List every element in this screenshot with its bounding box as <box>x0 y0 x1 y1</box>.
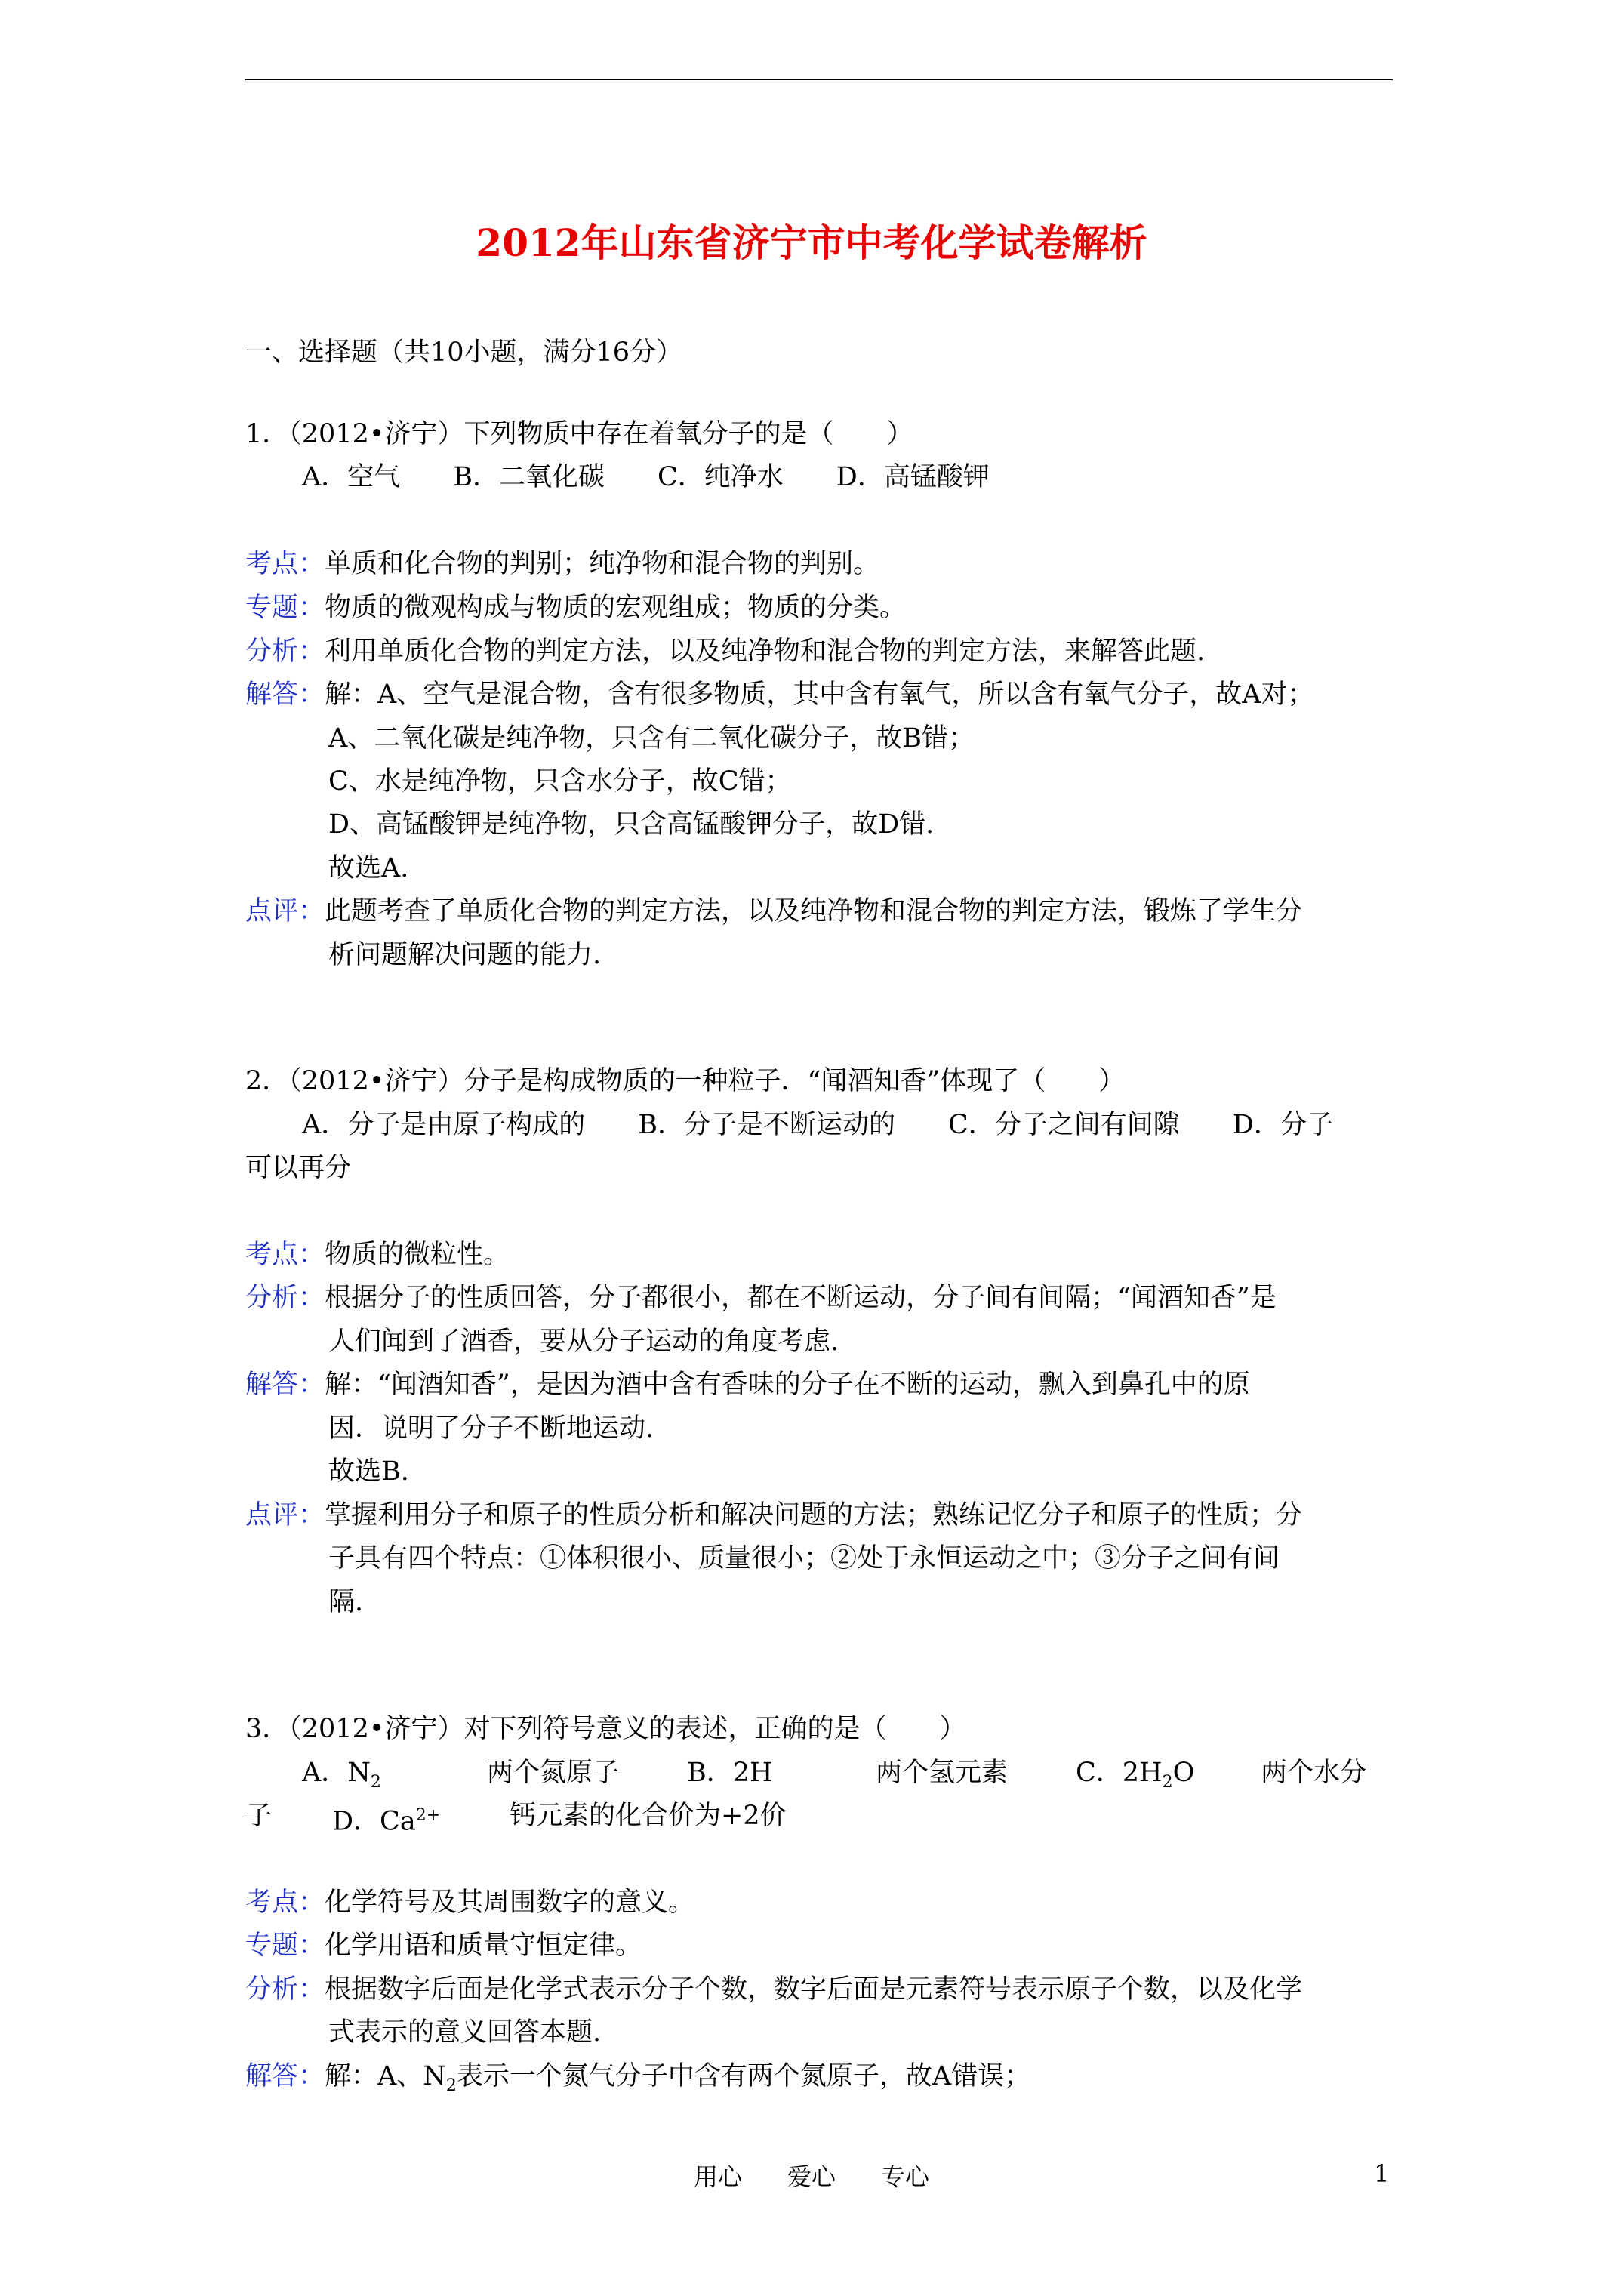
q3-option-a-text: 两个氮原子 <box>487 1758 620 1788</box>
q3-stem: 3．（2012•济宁）对下列符号意义的表述，正确的是（ ） <box>245 1714 966 1744</box>
q3-option-d-text: 钙元素的化合价为+2价 <box>510 1801 787 1831</box>
q3-option-b-text: 两个氢元素 <box>876 1758 1009 1788</box>
q1-jieda-line: 故选A. <box>328 853 409 883</box>
footer-word: 爱心 <box>787 2162 836 2191</box>
label-fenxi: 分析： <box>245 1283 325 1313</box>
q3-option-c-symbol: C．2H <box>1076 1758 1163 1788</box>
q1-jieda-line: C、水是纯净物，只含水分子，故C错； <box>328 766 792 797</box>
q2-jieda-line: 解：“闻酒知香”，是因为酒中含有香味的分子在不断的运动，飘入到鼻孔中的原 <box>325 1370 1250 1400</box>
q3-jieda <box>245 2060 1030 2103</box>
q1-jieda-line: D、高锰酸钾是纯净物，只含高锰酸钾分子，故D错. <box>328 809 935 840</box>
q1-stem: 1．（2012•济宁）下列物质中存在着氧分子的是（ ） <box>245 419 913 449</box>
footer-word: 用心 <box>693 2162 742 2191</box>
q3-zhuanti <box>245 1929 642 1962</box>
q1-zhuanti-text: 物质的微观构成与物质的宏观组成；物质的分类。 <box>325 593 907 623</box>
q3-zhuanti-text: 化学用语和质量守恒定律。 <box>325 1931 642 1961</box>
q3-option-c-tail: 子 <box>245 1801 273 1831</box>
q3-fenxi-line: 式表示的意义回答本题. <box>328 2017 602 2048</box>
q3-option-c-subscript: 2 <box>1162 1773 1173 1792</box>
q1-jieda-line: 解：A、空气是混合物，含有很多物质，其中含有氧气，所以含有氧气分子，故A对； <box>325 680 1314 710</box>
label-fenxi: 分析： <box>245 636 325 667</box>
label-jieda: 解答： <box>245 1370 325 1400</box>
q1-dianping <box>245 895 1302 928</box>
q3-option-d-symbol: D．Ca <box>332 1806 416 1837</box>
q1-fenxi-text: 利用单质化合物的判定方法，以及纯净物和混合物的判定方法，来解答此题. <box>325 636 1206 667</box>
q2-dianping <box>245 1499 1302 1532</box>
q1-dianping-line: 此题考查了单质化合物的判定方法，以及纯净物和混合物的判定方法，锻炼了学生分 <box>325 896 1303 926</box>
q3-option-c-symbol-end: O <box>1172 1758 1195 1788</box>
footer-word: 专心 <box>881 2162 930 2191</box>
label-dianping: 点评： <box>245 896 325 926</box>
label-kaodian: 考点： <box>245 1240 325 1270</box>
section-heading: 一、选择题（共10小题，满分16分） <box>245 337 683 368</box>
q2-kaodian-text: 物质的微粒性。 <box>325 1240 510 1270</box>
label-dianping: 点评： <box>245 1500 325 1530</box>
q3-option-b: B．2H <box>687 1758 773 1788</box>
q2-fenxi-line: 人们闻到了酒香，要从分子运动的角度考虑. <box>328 1327 839 1357</box>
q2-jieda-line: 因．说明了分子不断地运动. <box>328 1413 654 1444</box>
label-jieda: 解答： <box>245 2061 325 2091</box>
q1-jieda-line: A、二氧化碳是纯净物，只含有二氧化碳分子，故B错； <box>328 723 975 754</box>
q2-fenxi-line: 根据分子的性质回答，分子都很小，都在不断运动，分子间有间隔；“闻酒知香”是 <box>325 1283 1277 1313</box>
q3-option-d-superscript: 2+ <box>415 1806 441 1825</box>
q2-stem: 2．（2012•济宁）分子是构成物质的一种粒子．“闻酒知香”体现了（ ） <box>245 1066 1126 1096</box>
label-jieda: 解答： <box>245 680 325 710</box>
q2-jieda <box>245 1368 1250 1401</box>
q3-fenxi-line: 根据数字后面是化学式表示分子个数，数字后面是元素符号表示原子个数，以及化学 <box>325 1974 1303 2005</box>
page-number: 1 <box>1374 2159 1390 2188</box>
q3-jieda-subscript: 2 <box>445 2076 457 2095</box>
q2-dianping-line: 隔. <box>328 1587 364 1617</box>
header-rule <box>245 79 1393 80</box>
q1-kaodian <box>245 547 879 581</box>
q1-zhuanti <box>245 591 906 624</box>
q1-fenxi <box>245 635 1205 668</box>
q2-jieda-line: 故选B. <box>328 1456 409 1487</box>
document-title: 2012年山东省济宁市中考化学试卷解析 <box>476 220 1147 265</box>
q3-jieda-text: 解：A、N <box>325 2061 446 2091</box>
q2-fenxi <box>245 1281 1277 1314</box>
q3-kaodian-text: 化学符号及其周围数字的意义。 <box>325 1888 695 1918</box>
label-kaodian: 考点： <box>245 549 325 579</box>
label-fenxi: 分析： <box>245 1974 325 2005</box>
q2-options-line: 可以再分 <box>245 1153 352 1183</box>
q2-dianping-line: 掌握利用分子和原子的性质分析和解决问题的方法；熟练记忆分子和原子的性质；分 <box>325 1500 1303 1530</box>
q1-options: A．空气 B．二氧化碳 C．纯净水 D．高锰酸钾 <box>302 462 990 492</box>
q3-option-a-subscript: 2 <box>370 1773 381 1792</box>
q3-kaodian <box>245 1886 694 1919</box>
q3-jieda-text-end: 表示一个氮气分子中含有两个氮原子，故A错误； <box>456 2061 1031 2091</box>
q1-jieda <box>245 678 1314 711</box>
q2-dianping-line: 子具有四个特点：①体积很小、质量很小；②处于永恒运动之中；③分子之间有间 <box>328 1543 1280 1573</box>
label-kaodian: 考点： <box>245 1888 325 1918</box>
q2-options-line: A．分子是由原子构成的 B．分子是不断运动的 C．分子之间有间隙 D．分子 <box>302 1110 1333 1140</box>
label-zhuanti: 专题： <box>245 1931 325 1961</box>
q3-option-c <box>1076 1756 1194 1799</box>
q3-option-a <box>302 1756 381 1799</box>
q1-dianping-line: 析问题解决问题的能力. <box>328 940 602 970</box>
q3-option-c-text: 两个水分 <box>1261 1758 1367 1788</box>
q3-option-a-symbol: A．N <box>302 1758 371 1788</box>
label-zhuanti: 专题： <box>245 593 325 623</box>
q2-kaodian <box>245 1238 510 1271</box>
q3-option-d <box>332 1799 440 1838</box>
q3-fenxi <box>245 1973 1302 2006</box>
q1-kaodian-text: 单质和化合物的判别；纯净物和混合物的判别。 <box>325 549 880 579</box>
